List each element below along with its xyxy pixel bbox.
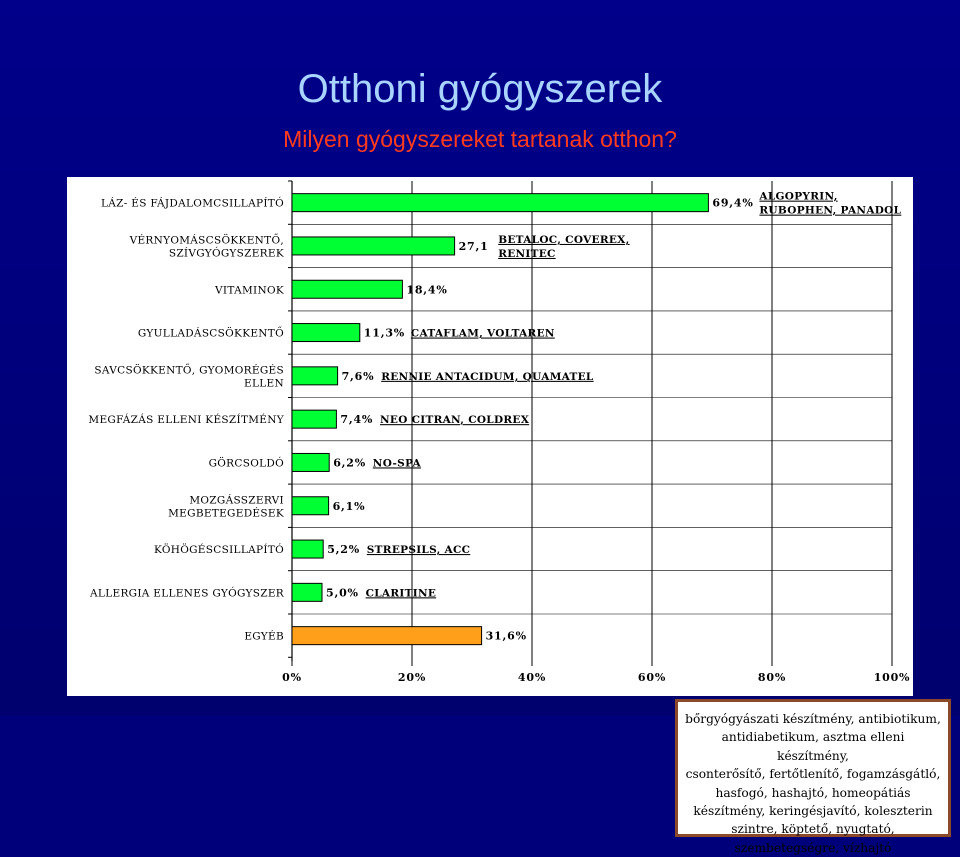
brand-label: CLARITINE — [365, 587, 437, 600]
note-line: hasfogó, hashajtó, homeopátiás — [715, 785, 911, 800]
bar — [292, 627, 482, 645]
value-label: 11,3% — [363, 326, 406, 340]
category-label: VITAMINOK — [215, 284, 284, 297]
brand-label: RUBOPHEN, PANADOL — [759, 204, 902, 217]
category-label: GYULLADÁSCSÖKKENTŐ — [137, 327, 284, 340]
brand-label: ALGOPYRIN, — [759, 190, 838, 203]
bar — [292, 324, 360, 342]
brand-label: STREPSILS, ACC — [366, 544, 471, 557]
other-categories-note — [675, 699, 951, 855]
x-tick-label: 100% — [873, 671, 911, 684]
note-line: bőrgyógyászati készítmény, antibiotikum, — [685, 712, 941, 726]
bar — [292, 583, 322, 601]
value-label: 5,2% — [327, 543, 360, 557]
bar — [292, 453, 329, 471]
category-label: MOZGÁSSZERVI — [189, 494, 284, 507]
bar — [292, 194, 708, 212]
bar-chart — [67, 177, 913, 696]
note-line: csonterősítő, fertőtlenítő, fogamzásgátló, — [685, 767, 941, 782]
category-label: SAVCSÖKKENTŐ, GYOMORÉGÉS — [94, 364, 284, 377]
x-tick-label: 40% — [517, 671, 547, 684]
category-label: EGYÉB — [244, 630, 284, 643]
x-tick-label: 0% — [282, 671, 302, 684]
brand-label: RENITEC — [498, 247, 556, 260]
value-label: 7,6% — [341, 369, 375, 383]
brand-label: RENNIE ANTACIDUM, QUAMATEL — [381, 370, 594, 383]
category-label: VÉRNYOMÁSCSÖKKENTŐ, — [129, 234, 284, 247]
x-tick-label: 60% — [637, 671, 667, 684]
value-label: 5,0% — [326, 586, 359, 600]
bar — [292, 280, 402, 298]
bar — [292, 367, 338, 385]
category-label: ELLEN — [244, 377, 284, 390]
bar — [292, 540, 323, 558]
slide-title: Otthoni gyógyszerek — [297, 67, 663, 111]
x-tick-label: 80% — [757, 671, 787, 684]
x-tick-label: 20% — [397, 671, 427, 684]
value-label: 6,2% — [333, 456, 366, 470]
category-label: KÖHÖGÉSCSILLAPÍTÓ — [153, 544, 284, 557]
brand-label: CATAFLAM, VOLTAREN — [410, 327, 555, 340]
brand-label: BETALOC, COVEREX, — [498, 233, 630, 246]
note-line: szintre, köptető, nyugtató, — [731, 822, 895, 837]
category-label: MEGBETEGEDÉSEK — [168, 507, 284, 520]
note-line: szembetegségre, vízhajtó — [734, 840, 892, 855]
brand-label: NO-SPA — [372, 457, 421, 470]
slide-subtitle: Milyen gyógyszereket tartanak otthon? — [283, 126, 677, 152]
value-label: 69,4% — [712, 196, 754, 210]
bar — [292, 237, 455, 255]
category-label: LÁZ- ÉS FÁJDALOMCSILLAPÍTÓ — [101, 197, 284, 210]
category-label: MEGFÁZÁS ELLENI KÉSZÍTMÉNY — [88, 414, 284, 427]
category-label: ALLERGIA ELLENES GYÓGYSZER — [90, 587, 284, 600]
chart-area — [67, 177, 941, 855]
category-label: SZÍVGYÓGYSZEREK — [168, 247, 284, 260]
value-label: 18,4% — [406, 283, 448, 297]
value-label: 27,1 — [458, 239, 489, 253]
value-label: 31,6% — [485, 629, 527, 643]
brand-label: NEO CITRAN, COLDREX — [380, 414, 530, 427]
category-label: GÖRCSOLDÓ — [208, 457, 284, 470]
value-label: 6,1% — [332, 499, 366, 513]
value-label: 7,4% — [340, 413, 374, 427]
note-line: antidiabetikum, asztma elleni készítmény, — [721, 730, 905, 763]
bar — [292, 410, 336, 428]
note-line: készítmény, keringésjavító, koleszterin — [693, 804, 933, 819]
bar — [292, 497, 329, 515]
